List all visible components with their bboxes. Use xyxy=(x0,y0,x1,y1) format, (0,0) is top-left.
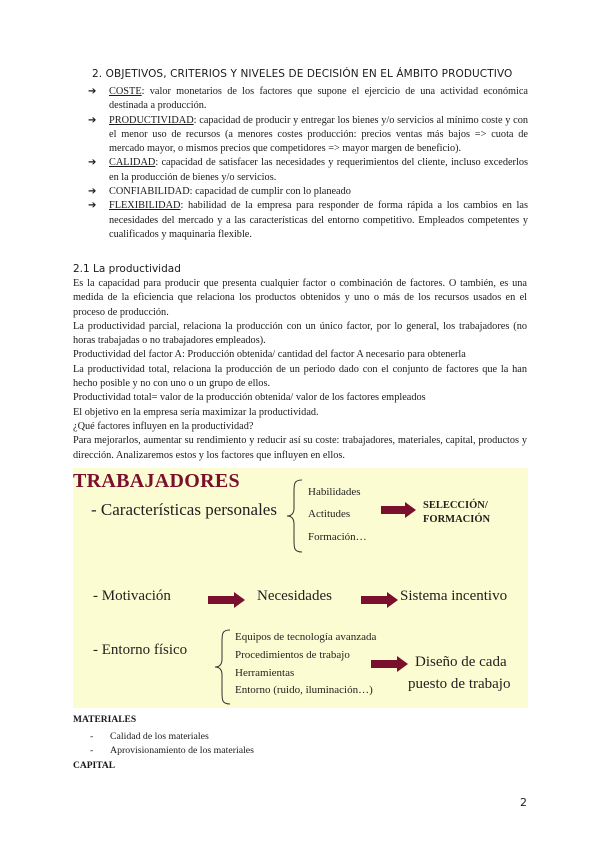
slide-item: Herramientas xyxy=(235,667,295,679)
arrow-icon: ➔ xyxy=(88,200,97,212)
term: FLEXIBILIDAD xyxy=(109,200,181,212)
section-heading: 2. OBJETIVOS, CRITERIOS Y NIVELES DE DECISIÓN EN EL ÁMBITO PRODUCTIVO xyxy=(92,68,513,80)
materials-list xyxy=(90,730,254,759)
arrow-icon xyxy=(371,656,409,672)
subsection-heading: 2.1 La productividad xyxy=(73,263,181,275)
slide-item: Equipos de tecnología avanzada xyxy=(235,631,377,643)
list-item: - Aprovisionamiento de los materiales xyxy=(90,745,254,757)
slide-item: Entorno (ruido, iluminación…) xyxy=(235,684,373,696)
arrow-icon xyxy=(208,592,246,608)
paragraph: El objetivo en la empresa sería maximizar la productividad. xyxy=(73,406,319,418)
slide-label-characteristics: - Características personales xyxy=(91,500,277,519)
arrow-icon: ➔ xyxy=(88,157,97,169)
term: CONFIABILIDAD xyxy=(109,186,190,198)
list-item xyxy=(88,199,528,242)
page-number: 2 xyxy=(520,796,527,809)
slide-item: Actitudes xyxy=(308,508,351,520)
term: CALIDAD xyxy=(109,157,156,169)
list-item: - Calidad de los materiales xyxy=(90,731,209,742)
definition: : capacidad de producir y entregar los bienes y/o servicios al mínimo coste y con el menor uso de recursos (a menores costes producción: precios ventas más bajos => cuota de mercado mayor, o mismos precios que competidores => mayor margen de beneficio). xyxy=(109,114,528,155)
arrow-icon: ➔ xyxy=(88,86,97,97)
arrow-icon: ➔ xyxy=(88,114,97,126)
slide-result: SELECCIÓN/ xyxy=(423,500,488,511)
slide-title: TRABAJADORES xyxy=(73,470,240,492)
definition: : valor monetarios de los factores que supone el ejercicio de una actividad económica destinada a producción. xyxy=(109,86,528,112)
paragraph: Productividad total= valor de la producción obtenida/ valor de los factores empleados xyxy=(73,392,426,404)
definition: : capacidad de cumplir con lo planeado xyxy=(189,186,351,198)
definition: : capacidad de satisfacer las necesidades y requerimientos del cliente, incluso excederlos en la producción de bienes y/o servicios. xyxy=(109,157,528,183)
paragraph: Es la capacidad para producir que presenta cualquier factor o combinación de factores. O también, es una medida de la eficiencia que relaciona los productos obtenidos y uno o más de los recursos usados en el proceso de producción. xyxy=(73,278,527,318)
slide-label-needs: Necesidades xyxy=(257,588,332,604)
definition: : habilidad de la empresa para responder de forma rápida a los cambios en las necesidades del mercado y a las características del entorno competitivo. Empleados competentes y cualificados y maquinaria flexible. xyxy=(109,200,528,240)
paragraph: La productividad total, relaciona la producción de un periodo dado con el conjunto de factores que la han hecho posible y no con uno o un grupo de ellos. xyxy=(73,363,527,390)
slide-item: Habilidades xyxy=(308,486,361,498)
term: COSTE xyxy=(109,86,142,97)
paragraph: Para mejorarlos, aumentar su rendimiento y reducir así su coste: trabajadores, materiales, capital, productos y dirección. Analizaremos estos y los factores que influyen en ellos. xyxy=(73,435,527,461)
capital-heading: CAPITAL xyxy=(73,761,116,771)
arrow-icon: ➔ xyxy=(88,186,97,198)
brace-icon xyxy=(285,478,305,554)
list-item xyxy=(88,156,528,185)
slide-item: Procedimientos de trabajo xyxy=(235,649,350,661)
term: PRODUCTIVIDAD xyxy=(109,114,194,126)
paragraph: La productividad parcial, relaciona la producción con un único factor, por lo general, los trabajadores (no horas trabajadas o no trabajadores empleados). xyxy=(73,320,527,347)
slide-result: Diseño de cada xyxy=(415,654,507,670)
list-item xyxy=(88,114,528,157)
brace-icon xyxy=(213,628,233,706)
arrow-icon xyxy=(381,502,417,518)
slide-label-motivation: - Motivación xyxy=(93,588,171,604)
slide-label-incentive: Sistema incentivo xyxy=(400,588,508,604)
arrow-icon xyxy=(361,592,399,608)
body-text xyxy=(73,277,527,463)
list-item xyxy=(88,185,528,199)
slide-result: FORMACIÓN xyxy=(423,514,491,525)
paragraph: ¿Qué factores influyen en la productividad? xyxy=(73,420,254,432)
list-item xyxy=(88,85,528,114)
slide-item: Formación… xyxy=(308,531,367,543)
workers-slide-image xyxy=(73,468,528,708)
criteria-list xyxy=(88,85,528,242)
slide-result: puesto de trabajo xyxy=(408,676,511,692)
materials-heading: MATERIALES xyxy=(73,715,137,725)
paragraph: Productividad del factor A: Producción obtenida/ cantidad del factor A necesario para obtenerla xyxy=(73,349,466,361)
slide-label-environment: - Entorno físico xyxy=(93,642,188,658)
